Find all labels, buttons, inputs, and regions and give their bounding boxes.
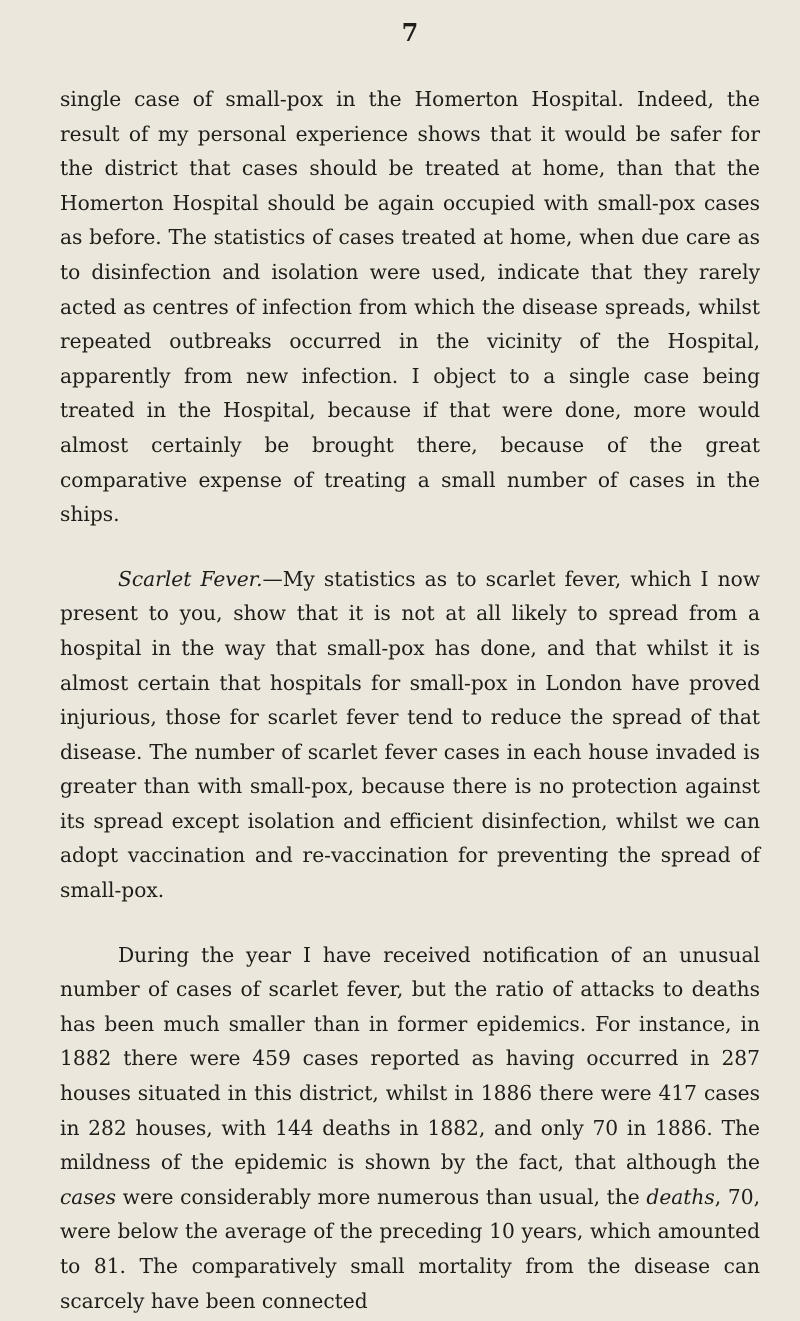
scarlet-fever-body: —My statistics as to scarlet fever, which I now present to you, show that it is not at all likely to spread from a hospital in the way that small-pox has done, and that whilst it is almost certain that hospitals for small-pox in London have proved injurious, those for scarlet fever tend to reduce the spread of that disease. The number of scarlet fever cases in each house invaded is greater than with small-pox, because there is no protection against its spread except isolation and efficient disinfection, whilst we can adopt vaccination and re-vaccination for preventing the spread of small-pox. <box>60 566 761 903</box>
notifications-text-3: , 70, were below the average of the preceding 10 years, which amounted to 81. The comparatively small mortality from the disease can scarcely have been connected <box>60 1184 760 1313</box>
notifications-text-1: During the year I have received notification of an unusual number of cases of scarlet fever, but the ratio of attacks to deaths has been much smaller than in former epidemics. For instance, in 1882 there were 459 cases reported as having occurred in 287 houses situated in this district, whilst in 1886 there were 417 cases in 282 houses, with 144 deaths in 1882, and only 70 in 1886. The mildness of the epidemic is shown by the fact, that although the <box>60 942 760 1175</box>
notifications-emphasis-deaths: deaths <box>646 1184 715 1209</box>
paragraph-notifications <box>60 938 760 1319</box>
page-number: 7 <box>401 18 419 47</box>
scarlet-fever-heading: Scarlet Fever. <box>118 566 263 591</box>
paragraph-scarlet-fever <box>60 562 760 908</box>
paragraph-smallpox-continuation: single case of small-pox in the Homerton Hospital. Indeed, the result of my personal experience shows that it would be safer for the district that cases should be treated at home, than that the Homerton Hospital should be again occupied with small-pox cases as before. The statistics of cases treated at home, when due care as to disinfection and isolation were used, indicate that they rarely acted as centres of infection from which the disease spreads, whilst repeated outbreaks occurred in the vicinity of the Hospital, apparently from new infection. I object to a single case being treated in the Hospital, because if that were done, more would almost certainly be brought there, because of the great comparative expense of treating a small number of cases in the ships. <box>60 87 760 527</box>
notifications-text-2: were considerably more numerous than usual, the <box>116 1184 647 1209</box>
notifications-emphasis-cases: cases <box>60 1184 117 1209</box>
